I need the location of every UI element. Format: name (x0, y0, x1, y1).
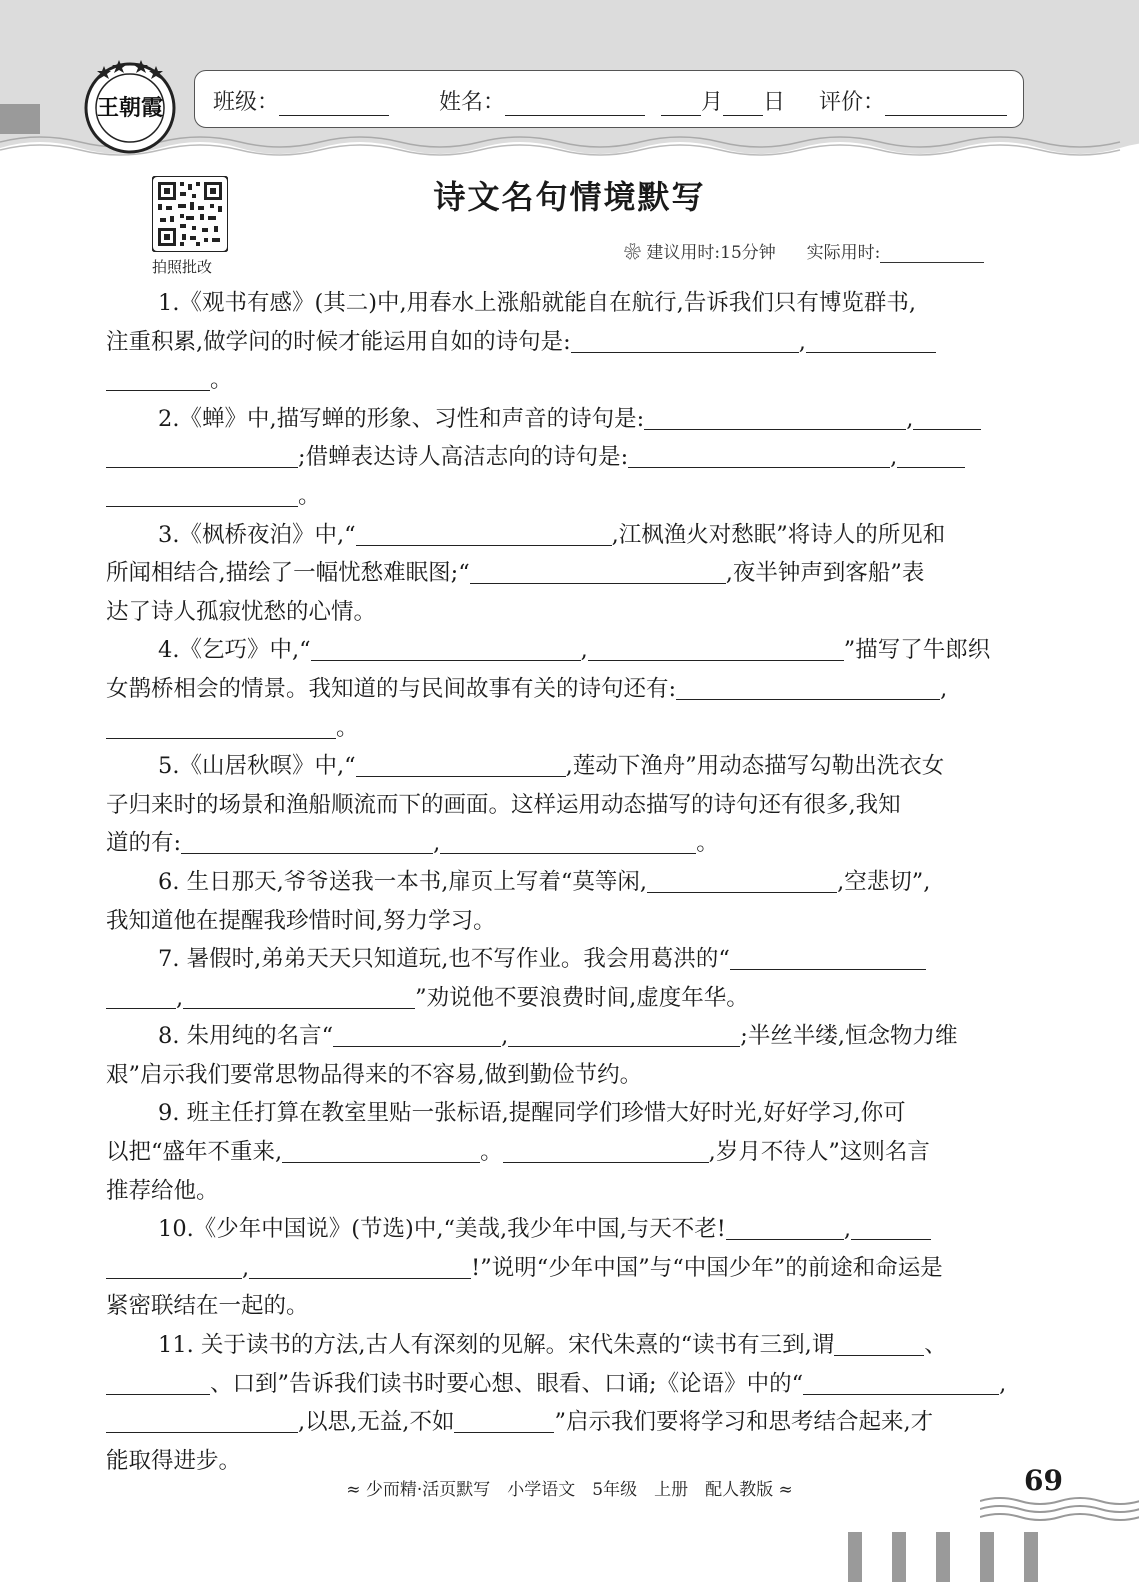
answer-blank[interactable] (628, 441, 890, 468)
question-list: 1.《观书有感》(其二)中,用春水上涨船就能自在航行,告诉我们只有博览群书, 注重积累,做学问的时候才能运用自如的诗句是: , 。 2.《蝉》中,描写蝉的形象、习性和声音的诗句是: , ;借蝉表达诗人高洁志向的诗句是: , 。 3.《枫桥夜泊》中,“ ,江枫渔火对愁眠”将诗人的所见和 所闻相结合,描绘了一幅忧愁难眠图;“ ,夜半钟声到客船”表 达了诗人孤寂忧愁的心情。 4.《乞巧》中,“ , ”描写了牛郎织 女鹊桥相会的情景。我知道的与民间故事有关的诗句还有: , 。 5.《山居秋暝》中,“ ,莲动下渔舟”用动态描写勾勒出洗衣女 子归来时的场景和渔船顺流而下的画面。这样运用动态描写的诗句还有很多,我知 道的有: , 。 6. 生日那天,爷爷送我一本书,扉页上写着“莫等闲, ,空悲切”, 我知道他在提醒我珍惜时间,努力学习。 7. 暑假时,弟弟天天只知道玩,也不写作业。我会用葛洪的“ , ”劝说他不要浪费时间,虚度年华。 8. 朱用纯的名言“ , ;半丝半缕,恒念物力维 艰”启示我们要常思物品得来的不容易,做到勤俭节约。 9. 班主任打算在教室里贴一张标语,提醒同学们珍惜大好时光,好好学习,你可 以把“盛年不重来, 。 ,岁月不待人”这则名言 推荐给他。 10.《少年中国说》(节选)中,“美哉,我少年中国,与天不老! , , !”说明“少年中国”与“中国少年”的前途和命运是 紧密联结在一起的。 11. 关于读书的方法,古人有深刻的见解。宋代朱熹的“读书有三到,谓 、 、口到”告诉我们读书时要心想、眼看、口诵;《论语》中的“ , ,以思,无益,不如 ”启示我们要将学习和思考结合起来,才 能取得进步。 (106, 284, 1026, 1480)
answer-blank[interactable] (588, 634, 844, 661)
answer-blank[interactable] (249, 1252, 471, 1279)
flower-icon: ❀ (624, 243, 641, 263)
answer-blank[interactable] (106, 1252, 242, 1279)
answer-blank[interactable] (282, 1136, 480, 1163)
answer-blank[interactable] (470, 557, 726, 584)
answer-blank[interactable] (183, 982, 415, 1009)
student-info-box (194, 70, 1024, 128)
question-5: 5.《山居秋暝》中,“ ,莲动下渔舟”用动态描写勾勒出洗衣女 (106, 747, 1026, 786)
actual-time-label: 实际用时: (806, 243, 881, 263)
answer-blank[interactable] (333, 1020, 501, 1047)
answer-blank[interactable] (440, 827, 696, 854)
qr-caption: 拍照批改 (152, 258, 213, 276)
answer-blank[interactable] (913, 403, 981, 430)
answer-blank[interactable] (106, 982, 176, 1009)
actual-time-blank[interactable] (880, 244, 984, 263)
answer-blank[interactable] (730, 943, 926, 970)
date-field[interactable]: 月 日 (661, 85, 785, 116)
side-tab (0, 104, 40, 134)
footer-wave-decoration (980, 1495, 1139, 1523)
answer-blank[interactable] (644, 403, 906, 430)
answer-blank[interactable] (106, 441, 298, 468)
answer-blank[interactable] (647, 866, 837, 893)
question-1: 1.《观书有感》(其二)中,用春水上涨船就能自在航行,告诉我们只有博览群书, (158, 290, 916, 316)
answer-blank[interactable] (106, 1368, 210, 1395)
answer-blank[interactable] (508, 1020, 740, 1047)
question-7: 7. 暑假时,弟弟天天只知道玩,也不写作业。我会用葛洪的“ (106, 940, 1026, 979)
answer-blank[interactable] (454, 1406, 554, 1433)
question-2: 2.《蝉》中,描写蝉的形象、习性和声音的诗句是: , (106, 400, 1026, 439)
brand-logo (82, 58, 178, 154)
answer-blank[interactable] (897, 441, 965, 468)
answer-blank[interactable] (356, 750, 566, 777)
answer-blank[interactable] (676, 673, 940, 700)
name-field[interactable]: 姓名： (439, 85, 645, 116)
answer-blank[interactable] (356, 519, 612, 546)
question-9: 9. 班主任打算在教室里贴一张标语,提醒同学们珍惜大好时光,好好学习,你可 (158, 1100, 906, 1127)
answer-blank[interactable] (726, 1213, 844, 1240)
answer-blank[interactable] (851, 1213, 931, 1240)
answer-blank[interactable] (106, 1406, 298, 1433)
question-8: 8. 朱用纯的名言“ , ;半丝半缕,恒念物力维 (106, 1017, 1026, 1056)
answer-blank[interactable] (106, 480, 298, 507)
answer-blank[interactable] (834, 1329, 924, 1356)
suggested-time: 建议用时:15分钟 (646, 243, 776, 263)
answer-blank[interactable] (503, 1136, 709, 1163)
answer-blank[interactable] (806, 326, 936, 353)
question-3: 3.《枫桥夜泊》中,“ ,江枫渔火对愁眠”将诗人的所见和 (106, 516, 1026, 555)
answer-blank[interactable] (181, 827, 433, 854)
question-10: 10.《少年中国说》(节选)中,“美哉,我少年中国,与天不老! , (106, 1210, 1026, 1249)
timing-info (624, 238, 984, 263)
page-title: 诗文名句情境默写 (433, 178, 706, 216)
footer-series-info: ≈ 少而精·活页默写 小学语文 5年级 上册 配人教版 ≈ (346, 1480, 793, 1500)
question-4: 4.《乞巧》中,“ , ”描写了牛郎织 (106, 631, 1026, 670)
answer-blank[interactable] (106, 712, 336, 739)
svg-text:王朝霞: 王朝霞 (96, 95, 164, 121)
answer-blank[interactable] (571, 326, 799, 353)
question-1-line-2: 注重积累,做学问的时候才能运用自如的诗句是: , (106, 323, 1026, 362)
class-field[interactable]: 班级： (213, 85, 389, 116)
question-6: 6. 生日那天,爷爷送我一本书,扉页上写着“莫等闲, ,空悲切”, (106, 863, 1026, 902)
answer-blank[interactable] (803, 1368, 999, 1395)
answer-blank[interactable] (106, 364, 210, 391)
page-number: 69 (1024, 1464, 1063, 1497)
answer-blank[interactable] (311, 634, 581, 661)
evaluation-field[interactable]: 评价： (819, 85, 1007, 116)
question-11: 11. 关于读书的方法,古人有深刻的见解。宋代朱熹的“读书有三到,谓 、 (106, 1326, 1026, 1365)
